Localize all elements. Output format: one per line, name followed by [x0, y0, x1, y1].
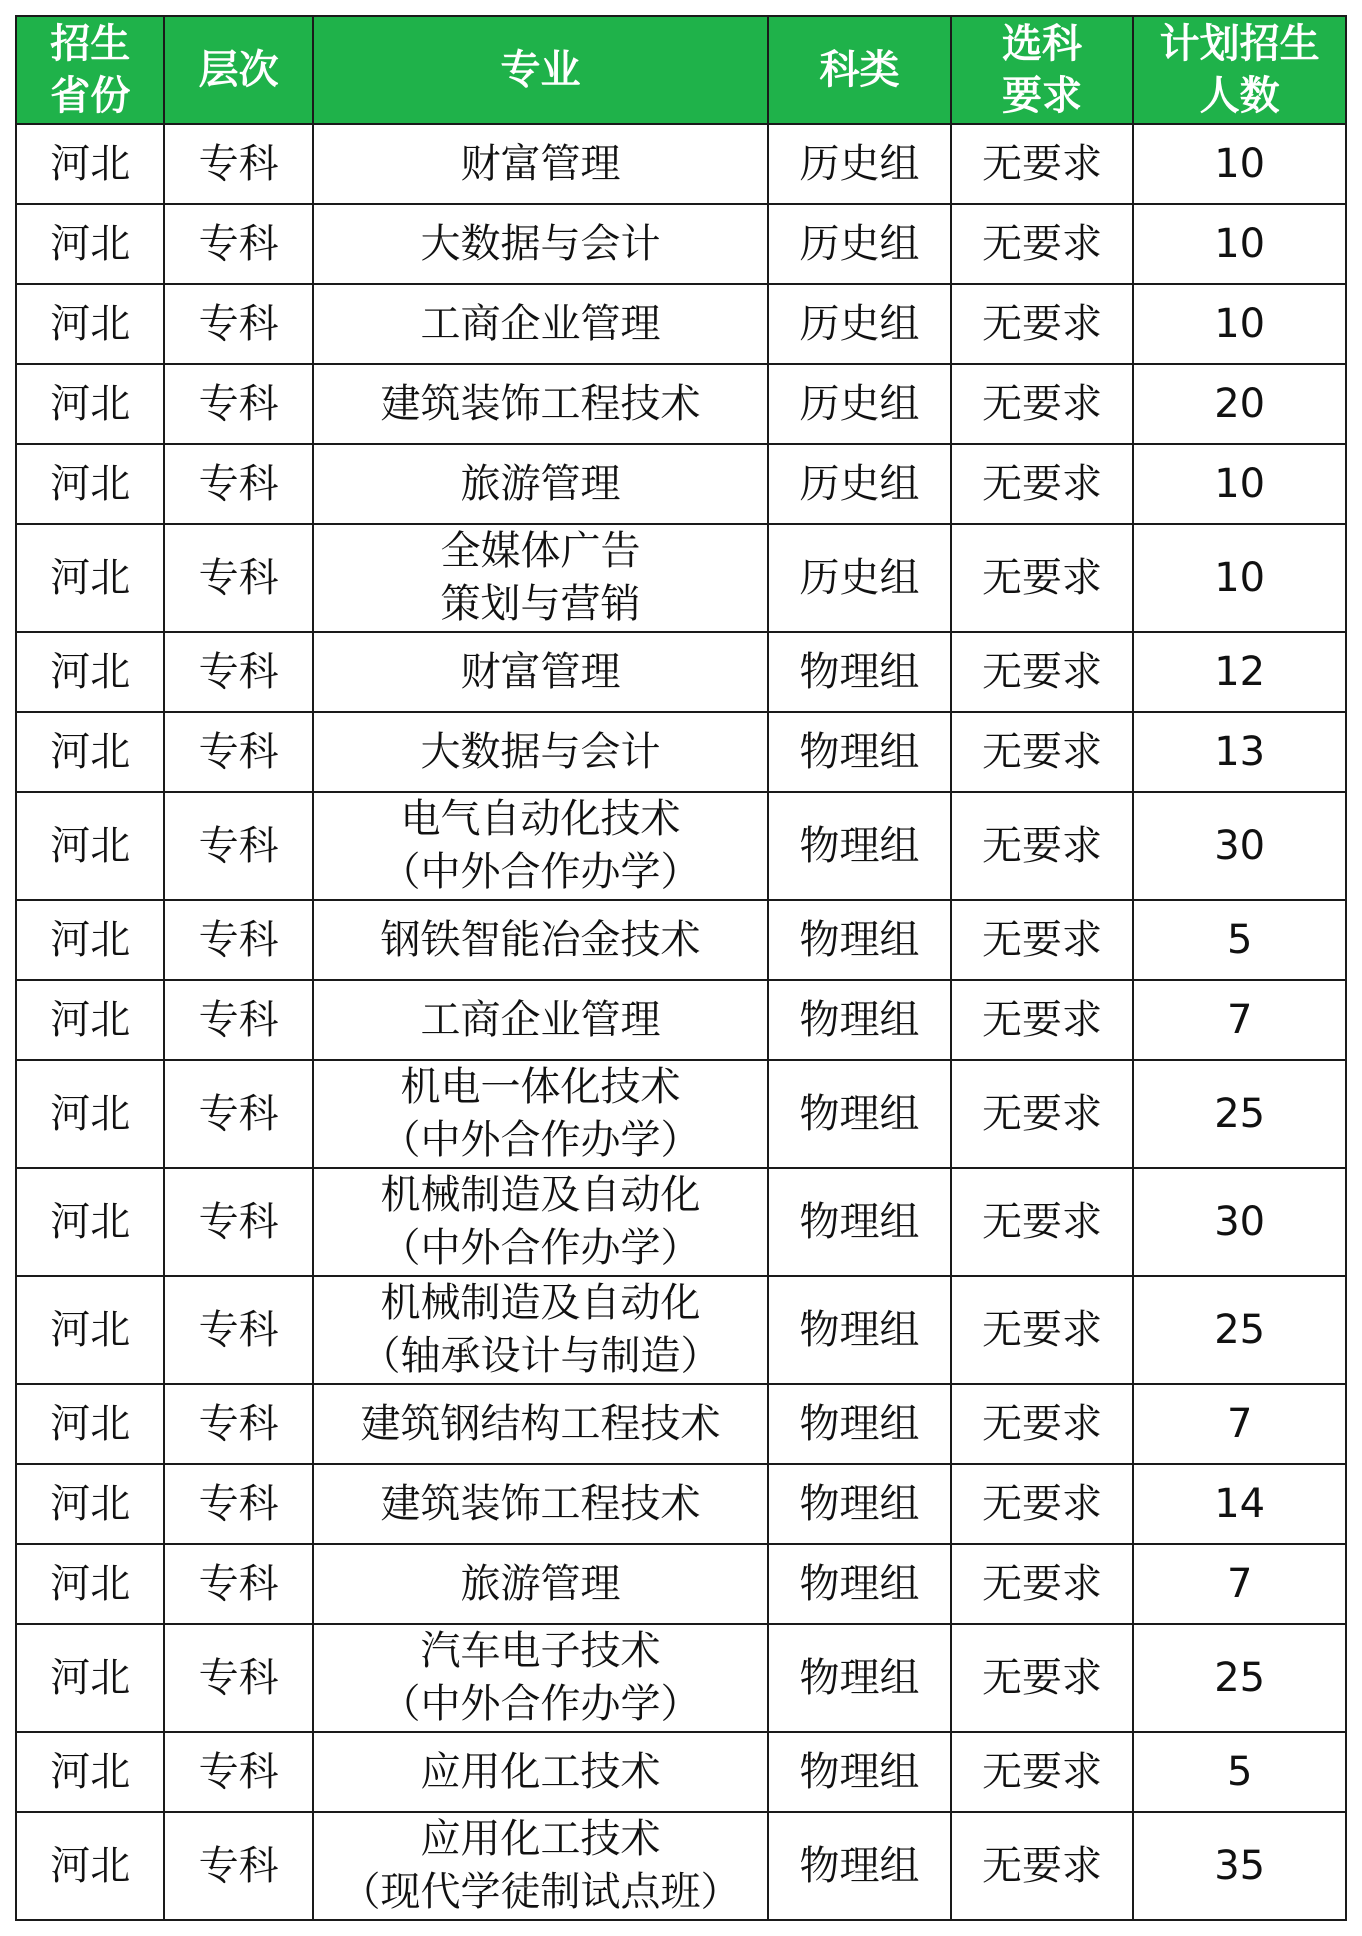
- province-cell: 河北: [16, 712, 164, 792]
- major-line: 应用化工技术: [420, 1748, 661, 1795]
- subject-requirement-cell: 无要求: [951, 1060, 1134, 1168]
- subject-category-cell: 物理组: [768, 1464, 951, 1544]
- planned-count-cell: 12: [1133, 632, 1346, 712]
- table-row: [16, 1276, 1346, 1384]
- major-cell: [313, 712, 768, 792]
- level-cell: 专科: [164, 444, 312, 524]
- subject-category-cell: 历史组: [768, 284, 951, 364]
- subject-category-cell: 物理组: [768, 792, 951, 900]
- major-line: 建筑装饰工程技术: [380, 1480, 701, 1527]
- subject-requirement-cell: 无要求: [951, 1812, 1134, 1920]
- level-cell: 专科: [164, 1624, 312, 1732]
- major-line: （中外合作办学）: [380, 1225, 701, 1271]
- major-line: 工商企业管理: [420, 996, 661, 1043]
- subject-requirement-cell: 无要求: [951, 364, 1134, 444]
- subject-requirement-cell: 无要求: [951, 1624, 1134, 1732]
- major-line: 应用化工技术: [420, 1816, 661, 1862]
- province-cell: 河北: [16, 1060, 164, 1168]
- table-row: [16, 1464, 1346, 1544]
- level-cell: 专科: [164, 712, 312, 792]
- level-cell: 专科: [164, 900, 312, 980]
- planned-count-cell: 7: [1133, 1544, 1346, 1624]
- planned-count-cell: 5: [1133, 900, 1346, 980]
- major-line: （中外合作办学）: [380, 1117, 701, 1163]
- header-province-line: 招生: [50, 21, 131, 67]
- header-planned-count: [1133, 16, 1346, 124]
- province-cell: 河北: [16, 1812, 164, 1920]
- header-row: [16, 16, 1346, 124]
- table-row: [16, 364, 1346, 444]
- province-cell: 河北: [16, 444, 164, 524]
- major-line: 策划与营销: [440, 581, 641, 627]
- table-row: [16, 1624, 1346, 1732]
- enrollment-plan-table: [15, 15, 1347, 1921]
- major-line: 机械制造及自动化: [380, 1280, 701, 1326]
- province-cell: 河北: [16, 1384, 164, 1464]
- subject-requirement-cell: 无要求: [951, 1464, 1134, 1544]
- header-province-line: 省份: [50, 73, 131, 119]
- subject-category-cell: 物理组: [768, 1732, 951, 1812]
- planned-count-cell: 7: [1133, 980, 1346, 1060]
- header-major-line: 专业: [500, 47, 581, 93]
- level-cell: 专科: [164, 524, 312, 632]
- table-row: [16, 124, 1346, 204]
- table-row: [16, 524, 1346, 632]
- subject-requirement-cell: 无要求: [951, 444, 1134, 524]
- major-cell: [313, 1060, 768, 1168]
- subject-requirement-cell: 无要求: [951, 204, 1134, 284]
- province-cell: 河北: [16, 364, 164, 444]
- major-line: （中外合作办学）: [380, 1681, 701, 1727]
- major-cell: [313, 204, 768, 284]
- planned-count-cell: 25: [1133, 1276, 1346, 1384]
- planned-count-cell: 30: [1133, 1168, 1346, 1276]
- level-cell: 专科: [164, 632, 312, 712]
- subject-category-cell: 物理组: [768, 712, 951, 792]
- table-row: [16, 1168, 1346, 1276]
- major-line: 汽车电子技术: [420, 1628, 661, 1674]
- planned-count-cell: 25: [1133, 1624, 1346, 1732]
- province-cell: 河北: [16, 792, 164, 900]
- subject-requirement-cell: 无要求: [951, 1168, 1134, 1276]
- header-subject-requirement-line: 选科: [1002, 21, 1083, 67]
- major-line: 工商企业管理: [420, 300, 661, 347]
- subject-requirement-cell: 无要求: [951, 124, 1134, 204]
- province-cell: 河北: [16, 1276, 164, 1384]
- level-cell: 专科: [164, 980, 312, 1060]
- major-cell: [313, 1276, 768, 1384]
- subject-category-cell: 物理组: [768, 980, 951, 1060]
- subject-requirement-cell: 无要求: [951, 524, 1134, 632]
- subject-category-cell: 物理组: [768, 1544, 951, 1624]
- level-cell: 专科: [164, 1812, 312, 1920]
- subject-category-cell: 物理组: [768, 1812, 951, 1920]
- table-row: [16, 204, 1346, 284]
- level-cell: 专科: [164, 1544, 312, 1624]
- table-row: [16, 284, 1346, 364]
- subject-requirement-cell: 无要求: [951, 1276, 1134, 1384]
- level-cell: 专科: [164, 1276, 312, 1384]
- province-cell: 河北: [16, 124, 164, 204]
- major-line: 建筑钢结构工程技术: [360, 1400, 721, 1447]
- header-planned-count-line: 计划招生: [1159, 21, 1320, 67]
- level-cell: 专科: [164, 1060, 312, 1168]
- table-row: [16, 1544, 1346, 1624]
- major-line: 建筑装饰工程技术: [380, 380, 701, 427]
- table-row: [16, 792, 1346, 900]
- major-cell: [313, 792, 768, 900]
- level-cell: 专科: [164, 364, 312, 444]
- major-cell: [313, 1544, 768, 1624]
- subject-category-cell: 物理组: [768, 632, 951, 712]
- level-cell: 专科: [164, 1168, 312, 1276]
- subject-category-cell: 物理组: [768, 1624, 951, 1732]
- table-body: [16, 124, 1346, 1920]
- level-cell: 专科: [164, 1384, 312, 1464]
- subject-category-cell: 历史组: [768, 444, 951, 524]
- subject-category-cell: 历史组: [768, 124, 951, 204]
- planned-count-cell: 10: [1133, 524, 1346, 632]
- major-line: （中外合作办学）: [380, 849, 701, 895]
- header-province: [16, 16, 164, 124]
- province-cell: 河北: [16, 900, 164, 980]
- level-cell: 专科: [164, 1732, 312, 1812]
- major-cell: [313, 1624, 768, 1732]
- planned-count-cell: 10: [1133, 124, 1346, 204]
- major-cell: [313, 1384, 768, 1464]
- province-cell: 河北: [16, 204, 164, 284]
- table-row: [16, 1812, 1346, 1920]
- subject-category-cell: 物理组: [768, 1168, 951, 1276]
- major-cell: [313, 1464, 768, 1544]
- header-major: [313, 16, 768, 124]
- province-cell: 河北: [16, 632, 164, 712]
- subject-requirement-cell: 无要求: [951, 1544, 1134, 1624]
- planned-count-cell: 35: [1133, 1812, 1346, 1920]
- subject-requirement-cell: 无要求: [951, 712, 1134, 792]
- planned-count-cell: 10: [1133, 444, 1346, 524]
- major-line: 机械制造及自动化: [380, 1172, 701, 1218]
- province-cell: 河北: [16, 524, 164, 632]
- planned-count-cell: 14: [1133, 1464, 1346, 1544]
- planned-count-cell: 10: [1133, 284, 1346, 364]
- province-cell: 河北: [16, 1544, 164, 1624]
- header-subject-category-line: 科类: [819, 47, 900, 93]
- table-row: [16, 1732, 1346, 1812]
- planned-count-cell: 25: [1133, 1060, 1346, 1168]
- province-cell: 河北: [16, 284, 164, 364]
- major-cell: [313, 1732, 768, 1812]
- major-cell: [313, 364, 768, 444]
- table-row: [16, 980, 1346, 1060]
- major-cell: [313, 524, 768, 632]
- subject-category-cell: 历史组: [768, 204, 951, 284]
- major-cell: [313, 124, 768, 204]
- major-line: 全媒体广告: [440, 528, 641, 574]
- major-cell: [313, 1168, 768, 1276]
- table-row: [16, 1384, 1346, 1464]
- subject-requirement-cell: 无要求: [951, 900, 1134, 980]
- subject-category-cell: 物理组: [768, 1276, 951, 1384]
- table-row: [16, 1060, 1346, 1168]
- planned-count-cell: 7: [1133, 1384, 1346, 1464]
- major-line: （现代学徒制试点班）: [340, 1869, 741, 1915]
- subject-category-cell: 历史组: [768, 524, 951, 632]
- header-subject-requirement-line: 要求: [1002, 73, 1083, 119]
- subject-requirement-cell: 无要求: [951, 792, 1134, 900]
- major-line: 大数据与会计: [420, 220, 661, 267]
- planned-count-cell: 5: [1133, 1732, 1346, 1812]
- major-line: 旅游管理: [460, 1560, 621, 1607]
- subject-category-cell: 物理组: [768, 1384, 951, 1464]
- subject-requirement-cell: 无要求: [951, 1384, 1134, 1464]
- major-cell: [313, 632, 768, 712]
- level-cell: 专科: [164, 792, 312, 900]
- province-cell: 河北: [16, 980, 164, 1060]
- level-cell: 专科: [164, 284, 312, 364]
- major-cell: [313, 444, 768, 524]
- province-cell: 河北: [16, 1732, 164, 1812]
- table-row: [16, 900, 1346, 980]
- header-level: [164, 16, 312, 124]
- province-cell: 河北: [16, 1624, 164, 1732]
- table-row: [16, 632, 1346, 712]
- major-line: 钢铁智能冶金技术: [380, 916, 701, 963]
- major-line: 财富管理: [460, 140, 621, 187]
- level-cell: 专科: [164, 124, 312, 204]
- table-header: [16, 16, 1346, 124]
- header-subject-requirement: [951, 16, 1134, 124]
- major-line: 电气自动化技术: [400, 796, 681, 842]
- major-cell: [313, 900, 768, 980]
- header-level-line: 层次: [198, 47, 279, 93]
- planned-count-cell: 30: [1133, 792, 1346, 900]
- table-row: [16, 444, 1346, 524]
- major-line: 机电一体化技术: [400, 1064, 681, 1110]
- level-cell: 专科: [164, 204, 312, 284]
- planned-count-cell: 13: [1133, 712, 1346, 792]
- header-planned-count-line: 人数: [1199, 73, 1280, 119]
- major-cell: [313, 1812, 768, 1920]
- table-row: [16, 712, 1346, 792]
- header-subject-category: [768, 16, 951, 124]
- subject-category-cell: 历史组: [768, 364, 951, 444]
- subject-category-cell: 物理组: [768, 1060, 951, 1168]
- major-line: 财富管理: [460, 648, 621, 695]
- major-line: 大数据与会计: [420, 728, 661, 775]
- subject-category-cell: 物理组: [768, 900, 951, 980]
- planned-count-cell: 20: [1133, 364, 1346, 444]
- major-cell: [313, 284, 768, 364]
- subject-requirement-cell: 无要求: [951, 1732, 1134, 1812]
- province-cell: 河北: [16, 1464, 164, 1544]
- major-line: （轴承设计与制造）: [360, 1333, 721, 1379]
- province-cell: 河北: [16, 1168, 164, 1276]
- subject-requirement-cell: 无要求: [951, 632, 1134, 712]
- major-cell: [313, 980, 768, 1060]
- level-cell: 专科: [164, 1464, 312, 1544]
- planned-count-cell: 10: [1133, 204, 1346, 284]
- subject-requirement-cell: 无要求: [951, 980, 1134, 1060]
- subject-requirement-cell: 无要求: [951, 284, 1134, 364]
- major-line: 旅游管理: [460, 460, 621, 507]
